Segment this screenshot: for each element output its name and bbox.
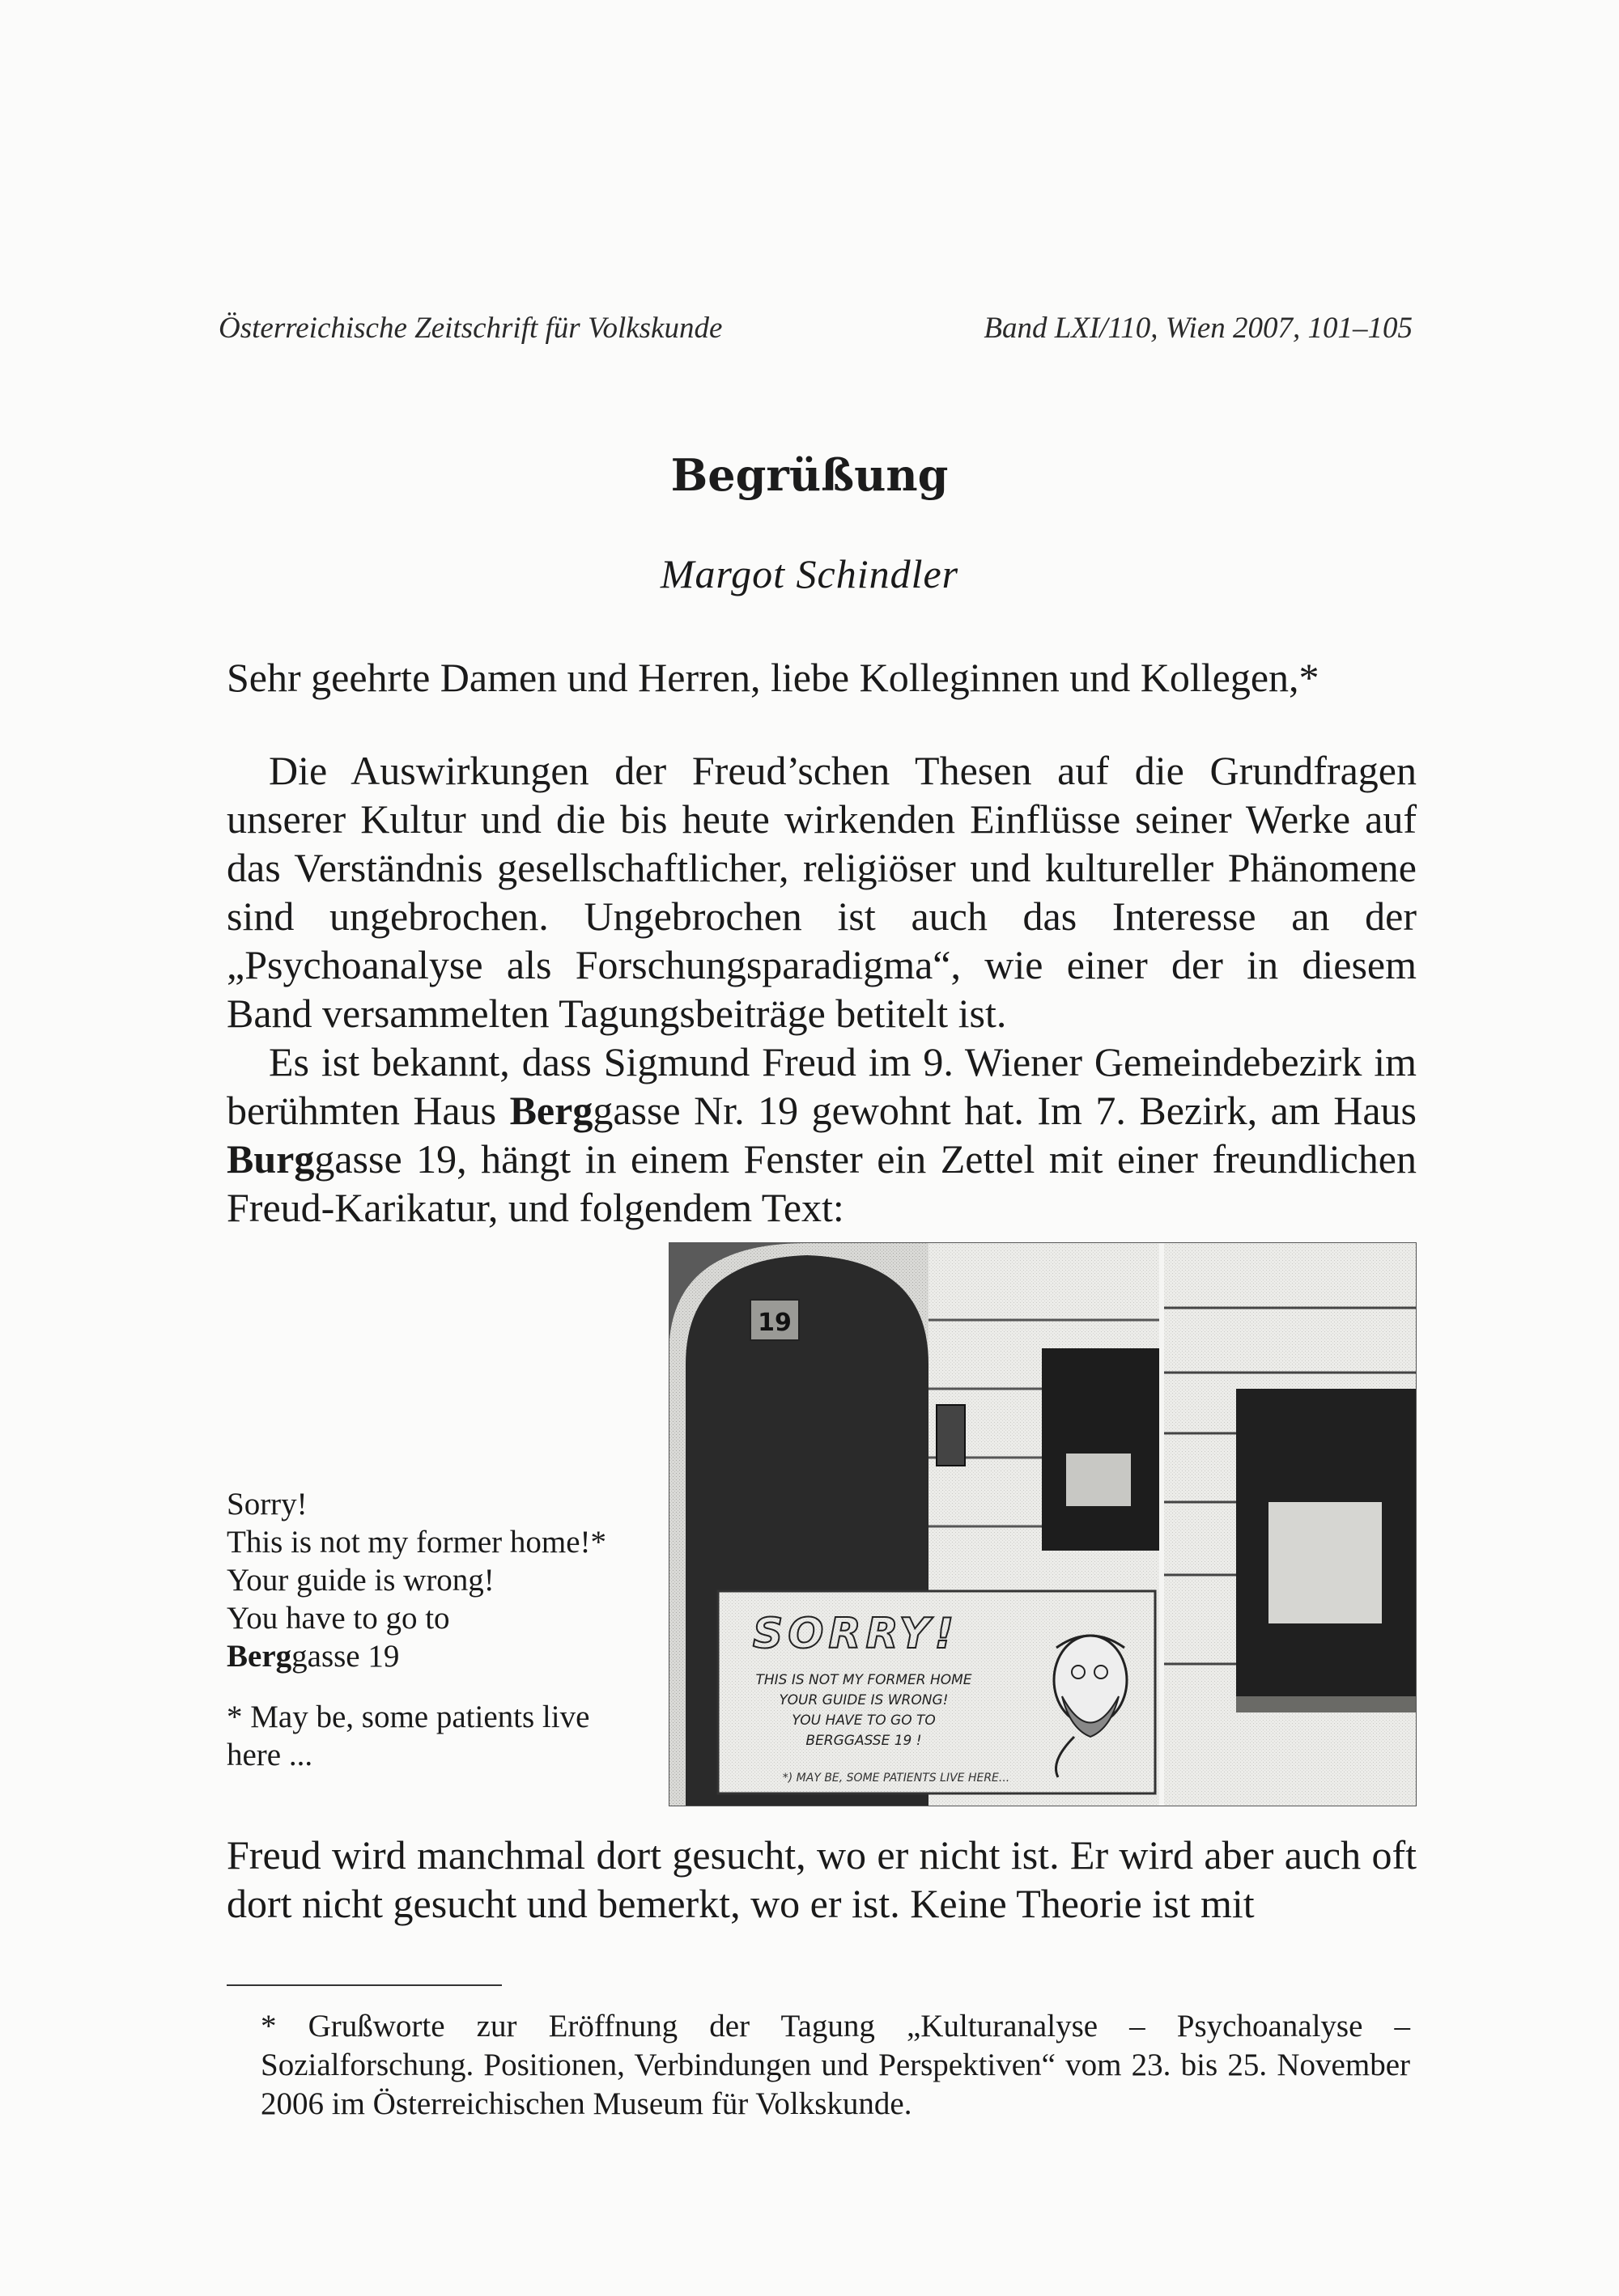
paragraph-2-text-a: Es ist bekannt, dass Sigmund Freud im 9. Wiener Gemeindebezirk im berühmten Haus <box>227 1039 1417 1133</box>
footnote: * Grußworte zur Eröffnung der Tagung „Kulturanalyse – Psychoanalyse – Sozialforschung. Positionen, Verbindungen und Perspektiven“ vom 23. bis 25. November 2006 im Österreichischen Museum für Volkskunde. <box>261 2009 1410 2121</box>
door-number: 19 <box>758 1309 792 1337</box>
caption-line-2: This is not my former home!* <box>227 1525 607 1560</box>
sign-line-4: BERGGASSE 19 ! <box>805 1733 922 1749</box>
paragraph-3: Freud wird manchmal dort gesucht, wo er nicht ist. Er wird aber auch oft dort nicht gesucht und bemerkt, wo er ist. Keine Theorie ist mit <box>227 1832 1417 1926</box>
volume-info: Band LXI/110, Wien 2007, 101–105 <box>984 312 1413 345</box>
caption-line-5-rest: gasse 19 <box>291 1639 400 1674</box>
paragraph-2-bold-berg: Berg <box>509 1088 593 1133</box>
sign-sorry: SORRY! <box>752 1610 959 1658</box>
paragraph-2-bold-burg: Burg <box>227 1136 315 1182</box>
facade-photo <box>669 1242 1417 1806</box>
salutation: Sehr geehrte Damen und Herren, liebe Kolleginnen und Kollegen,* <box>227 655 1319 700</box>
caption-line-3: Your guide is wrong! <box>227 1563 495 1598</box>
figure-caption <box>227 1485 648 1774</box>
facade-photo-drawing <box>669 1243 1416 1806</box>
caption-line-5 <box>227 1637 648 1675</box>
caption-note: * May be, some patients live here ... <box>227 1700 590 1772</box>
running-head <box>219 311 1413 346</box>
caption-bold-berg: Berg <box>227 1639 292 1674</box>
caption-line-4: You have to go to <box>227 1601 450 1636</box>
journal-name: Österreichische Zeitschrift für Volkskunde <box>219 312 723 345</box>
sign-note: *) MAY BE, SOME PATIENTS LIVE HERE... <box>782 1772 1010 1785</box>
article-title: Begrüßung <box>670 449 949 501</box>
caption-line-1: Sorry! <box>227 1487 308 1521</box>
sign-line-2: YOUR GUIDE IS WRONG! <box>779 1692 949 1708</box>
sign-line-1: THIS IS NOT MY FORMER HOME <box>755 1672 972 1688</box>
article-author: Margot Schindler <box>660 551 959 596</box>
paragraph-1: Die Auswirkungen der Freud’schen Thesen auf die Grundfragen unserer Kultur und die bis heute wirkenden Einflüsse seiner Werke auf das Verständnis gesellschaftlicher, religiöser und kultureller Phänomene sind ungebrochen. Ungebrochen ist auch das Interesse an der „Psychoanalyse als Forschungsparadigma“, wie einer der in diesem Band versammelten Tagungsbeiträge betitelt ist. <box>227 748 1417 1036</box>
body-text <box>227 746 1417 1232</box>
sign-line-3: YOU HAVE TO GO TO <box>792 1712 936 1729</box>
paragraph-2-text-b: gasse Nr. 19 gewohnt hat. Im 7. Bezirk, am Haus <box>593 1088 1417 1133</box>
paragraph-2 <box>227 1038 1417 1232</box>
footnote-rule <box>227 1984 502 1986</box>
paragraph-2-text-c: gasse 19, hängt in einem Fenster ein Zettel mit einer freundlichen Freud-Karikatur, und folgendem Text: <box>227 1136 1417 1230</box>
